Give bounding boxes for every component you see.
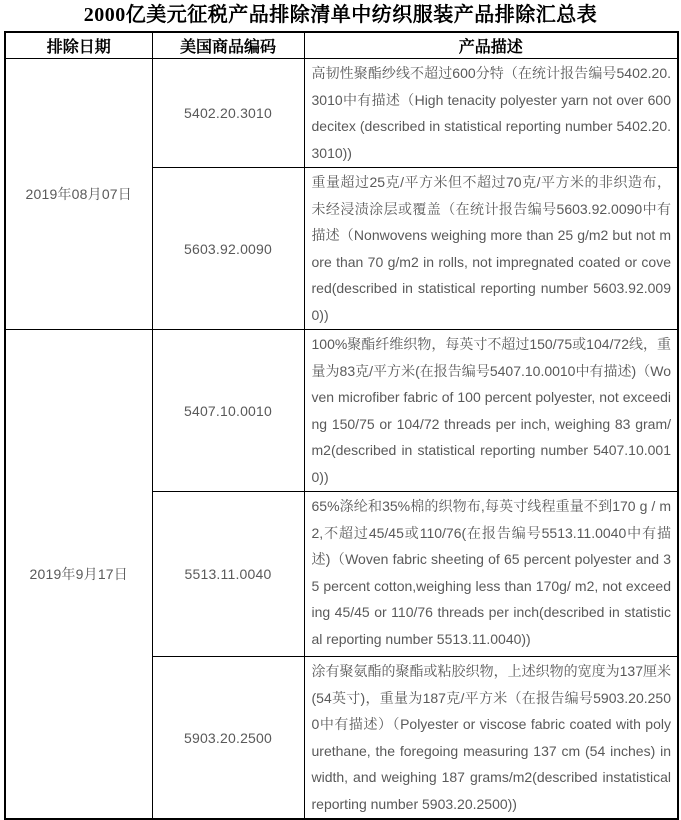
commodity-code-cell: 5402.20.3010	[152, 59, 304, 168]
product-description-cell: 高韧性聚酯纱线不超过600分特（在统计报告编号5402.20.3010中有描述（High tenacity polyester yarn not over 600 decitex (described in statistical reporting number 5402.20.3010))	[304, 59, 678, 168]
commodity-code-cell: 5903.20.2500	[152, 657, 304, 820]
exclusion-summary-table	[4, 31, 679, 820]
col-header-us-commodity-code: 美国商品编码	[152, 32, 304, 59]
commodity-code-cell: 5513.11.0040	[152, 492, 304, 657]
product-description-cell: 100%聚酯纤维织物，每英寸不超过150/75或104/72线，重量为83克/平方米(在报告编号5407.10.0010中有描述)（Woven microfiber fabric of 100 percent polyester, not exceeding 150/75 or 104/72 threads per inch, weighing 83 gram/m2(described in statistical reporting number 5407.10.0010))	[304, 330, 678, 492]
exclusion-date-cell: 2019年08月07日	[5, 59, 152, 330]
product-description-cell: 65%涤纶和35%棉的织物布,每英寸线程重量不到170 g / m2,不超过45/45或110/76(在报告编号5513.11.0040中有描述)（Woven fabric sheeting of 65 percent polyester and 35 percent cotton,weighing less than 170g/ m2, not exceeding 45/45 or 110/76 threads per inch(described in statistical reporting number 5513.11.0040))	[304, 492, 678, 657]
product-description-cell: 重量超过25克/平方米但不超过70克/平方米的非织造布，未经浸渍涂层或覆盖（在统计报告编号5603.92.0090中有描述（Nonwovens weighing more than 25 g/m2 but not more than 70 g/m2 in rolls, not impregnated coated or covered(described in statistical reporting number 5603.92.0090))	[304, 168, 678, 330]
col-header-exclusion-date: 排除日期	[5, 32, 152, 59]
commodity-code-cell: 5603.92.0090	[152, 168, 304, 330]
product-description-cell: 涂有聚氨酯的聚酯或粘胶织物，上述织物的宽度为137厘米(54英寸)，重量为187克/平方米（在报告编号5903.20.2500中有描述）（Polyester or viscose fabric coated with polyurethane, the foregoing measuring 137 cm (54 inches) in width, and weighing 187 grams/m2(described instatistical reporting number 5903.20.2500))	[304, 657, 678, 820]
table-row	[5, 59, 678, 168]
exclusion-date-cell: 2019年9月17日	[5, 330, 152, 820]
col-header-product-description: 产品描述	[304, 32, 678, 59]
header-row	[5, 32, 678, 59]
commodity-code-cell: 5407.10.0010	[152, 330, 304, 492]
page-title: 2000亿美元征税产品排除清单中纺织服装产品排除汇总表	[83, 4, 598, 26]
table-row	[5, 330, 678, 492]
